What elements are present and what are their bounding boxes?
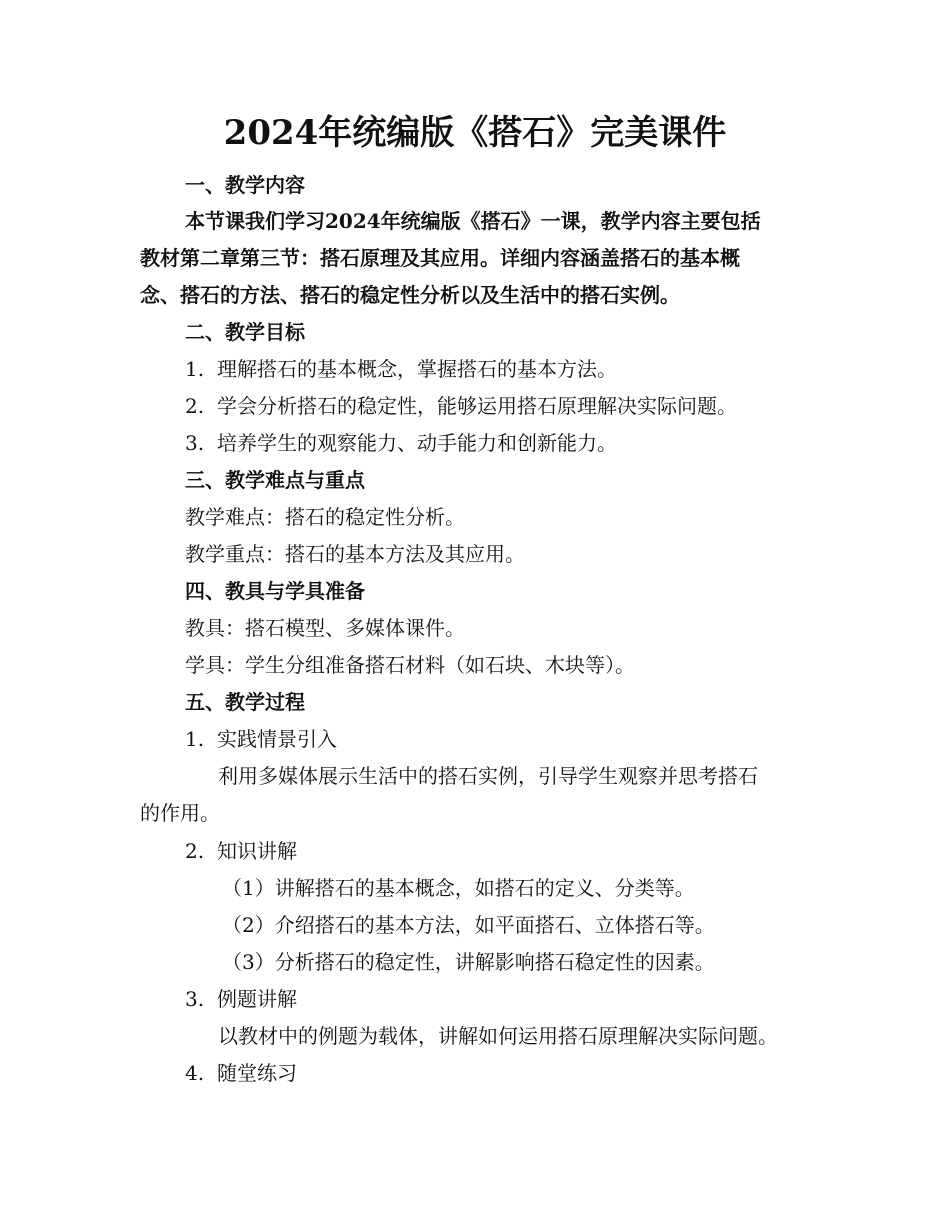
list-number: 2.	[185, 394, 205, 418]
sub-item: （2）介绍搭石的基本方法，如平面搭石、立体搭石等。	[222, 913, 715, 937]
list-text: 培养学生的观察能力、动手能力和创新能力。	[217, 431, 617, 455]
paragraph-line: 念、搭石的方法、搭石的稳定性分析以及生活中的搭石实例。	[140, 283, 680, 307]
list-item	[185, 354, 617, 384]
document-title: 2024年统编版《搭石》完美课件	[223, 113, 727, 153]
step-number: 4.	[185, 1061, 205, 1085]
paragraph-line: 教材第二章第三节：搭石原理及其应用。详细内容涵盖搭石的基本概	[140, 246, 740, 270]
step-text: 例题讲解	[217, 987, 297, 1011]
step-text: 随堂练习	[217, 1061, 297, 1085]
section-heading-objectives: 二、教学目标	[185, 320, 305, 344]
section-heading-process: 五、教学过程	[185, 690, 305, 714]
paragraph-line: 教具：搭石模型、多媒体课件。	[185, 616, 465, 640]
step-title	[185, 1058, 297, 1088]
step-number: 2.	[185, 839, 205, 863]
step-title	[185, 984, 297, 1014]
sub-item: （3）分析搭石的稳定性，讲解影响搭石稳定性的因素。	[222, 950, 715, 974]
section-heading-key-points: 三、教学难点与重点	[185, 468, 365, 492]
step-title	[185, 836, 297, 866]
list-number: 3.	[185, 431, 205, 455]
list-text: 学会分析搭石的稳定性，能够运用搭石原理解决实际问题。	[217, 394, 737, 418]
list-item	[185, 428, 617, 458]
list-item	[185, 391, 737, 421]
section-heading-materials: 四、教具与学具准备	[185, 579, 365, 603]
section-heading-content: 一、教学内容	[185, 173, 305, 197]
step-title	[185, 724, 337, 754]
step-number: 3.	[185, 987, 205, 1011]
paragraph-line: 的作用。	[140, 801, 220, 825]
step-text: 实践情景引入	[217, 727, 337, 751]
paragraph-line: 本节课我们学习2024年统编版《搭石》一课，教学内容主要包括	[185, 209, 761, 233]
step-text: 知识讲解	[217, 839, 297, 863]
paragraph-line: 以教材中的例题为载体，讲解如何运用搭石原理解决实际问题。	[218, 1024, 778, 1048]
sub-item: （1）讲解搭石的基本概念，如搭石的定义、分类等。	[222, 876, 695, 900]
paragraph-line: 学具：学生分组准备搭石材料（如石块、木块等）。	[185, 653, 635, 677]
step-number: 1.	[185, 727, 205, 751]
list-text: 理解搭石的基本概念，掌握搭石的基本方法。	[217, 357, 617, 381]
paragraph-line: 教学重点：搭石的基本方法及其应用。	[185, 542, 525, 566]
paragraph-line: 利用多媒体展示生活中的搭石实例，引导学生观察并思考搭石	[218, 764, 758, 788]
list-number: 1.	[185, 357, 205, 381]
paragraph-line: 教学难点：搭石的稳定性分析。	[185, 505, 465, 529]
